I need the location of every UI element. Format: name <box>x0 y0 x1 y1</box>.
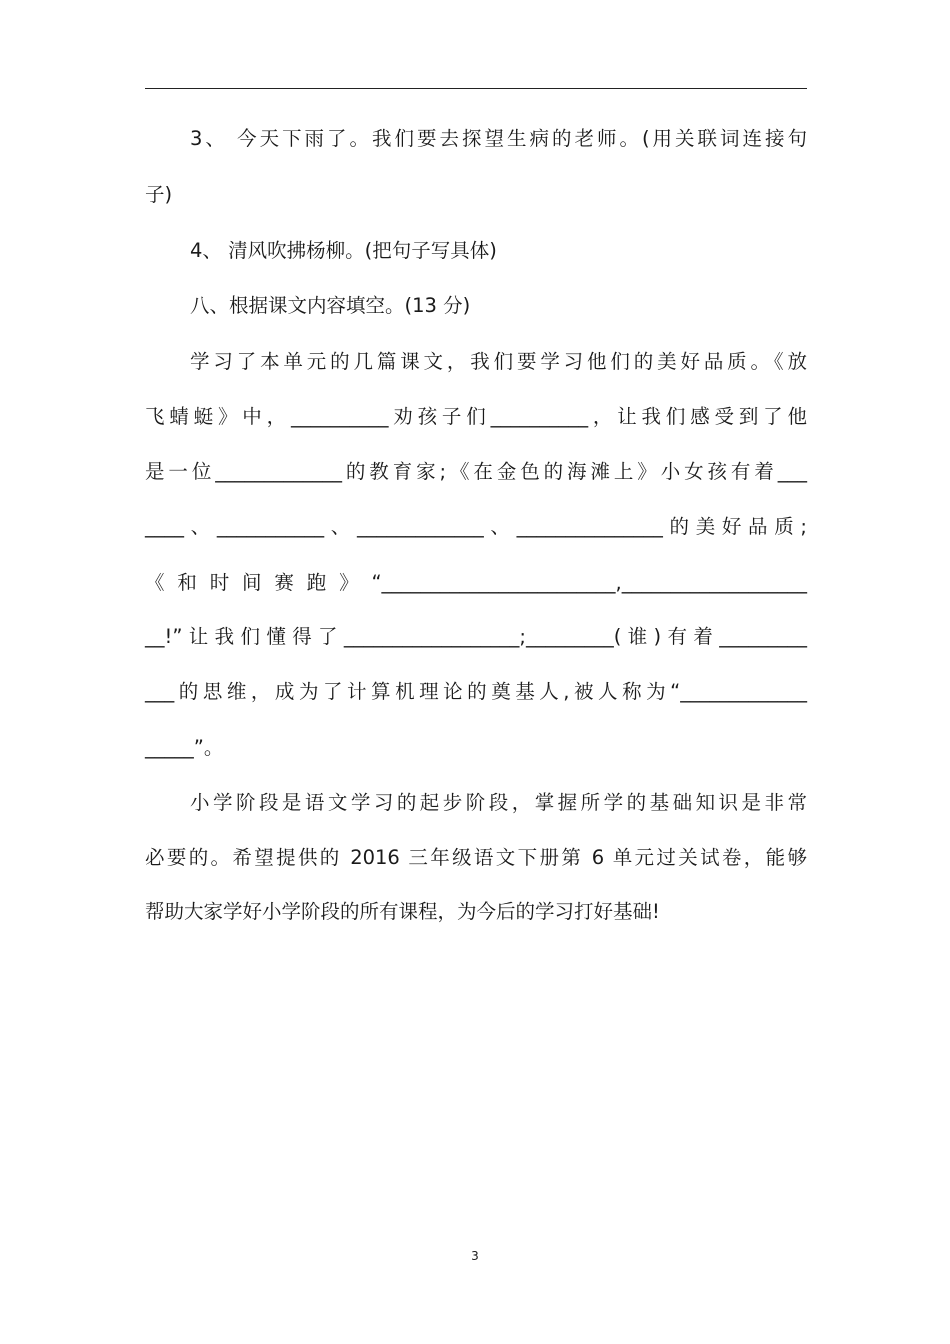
question-4: 4、 清风吹拂杨柳。(把句子写具体) <box>190 239 497 262</box>
fill-in-line-7: ___的思维，成为了计算机理论的奠基人,被人称为“_____________ <box>145 680 807 703</box>
fill-in-line-1: 学习了本单元的几篇课文，我们要学习他们的美好品质。《放 <box>190 350 807 373</box>
section-8-heading: 八、根据课文内容填空。(13 分) <box>190 294 471 317</box>
question-3-line-1: 3、 今天下雨了。我们要去探望生病的老师。(用关联词连接句 <box>190 127 807 150</box>
top-rule <box>145 88 807 89</box>
closing-line-2: 必要的。希望提供的 2016 三年级语文下册第 6 单元过关试卷，能够 <box>145 846 807 869</box>
fill-in-line-5: 《和时间赛跑》“________________________,___________________ <box>145 571 807 594</box>
fill-in-line-3: 是一位_____________的教育家;《在金色的海滩上》小女孩有着___ <box>145 460 807 483</box>
page-number: 3 <box>471 1249 479 1263</box>
fill-in-line-6: __!”让我们懂得了__________________;_________(谁)有着_________ <box>145 625 807 648</box>
closing-line-3: 帮助大家学好小学阶段的所有课程，为今后的学习打好基础! <box>145 900 660 923</box>
fill-in-line-4: ____、___________、_____________、_______________的美好品质; <box>145 515 807 538</box>
fill-in-line-8: _____”。 <box>145 736 224 759</box>
question-3-line-2: 子) <box>145 183 173 206</box>
fill-in-line-2: 飞蜻蜓》中，__________劝孩子们__________，让我们感受到了他 <box>145 405 807 428</box>
closing-line-1: 小学阶段是语文学习的起步阶段，掌握所学的基础知识是非常 <box>190 791 807 814</box>
